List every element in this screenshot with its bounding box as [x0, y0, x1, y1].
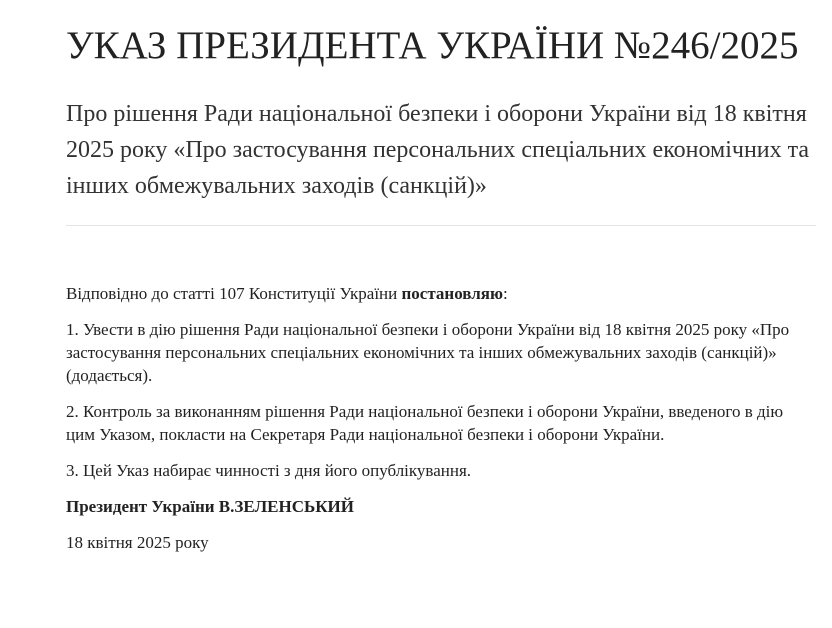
preamble-suffix: : [502, 284, 508, 303]
document-body [66, 282, 816, 567]
paragraph-3: 3. Цей Указ набирає чинності з дня його опублікування. [66, 461, 472, 480]
divider [66, 225, 816, 226]
preamble-bold: постановляю [401, 284, 503, 303]
document-date: 18 квітня 2025 року [66, 533, 209, 552]
page-title: УКАЗ ПРЕЗИДЕНТА УКРАЇНИ №246/2025 [66, 24, 799, 67]
preamble-paragraph [66, 282, 816, 305]
paragraph-2: 2. Контроль за виконанням рішення Ради національної безпеки і оборони України, введеного в дію цим Указом, покласти на Секретаря Ради національної безпеки і оборони України. [66, 402, 784, 444]
document-subtitle: Про рішення Ради національної безпеки і оборони України від 18 квітня 2025 року «Про застосування персональних спеціальних економічних та інших обмежувальних заходів (санкцій)» [66, 101, 810, 199]
preamble-text: Відповідно до статті 107 Конституції України [66, 284, 402, 303]
signature: Президент України В.ЗЕЛЕНСЬКИЙ [66, 497, 354, 516]
paragraph-1: 1. Увести в дію рішення Ради національної безпеки і оборони України від 18 квітня 2025 року «Про застосування персональних спеціальних економічних та інших обмежувальних заходів (санкцій)» (додається). [66, 320, 790, 385]
